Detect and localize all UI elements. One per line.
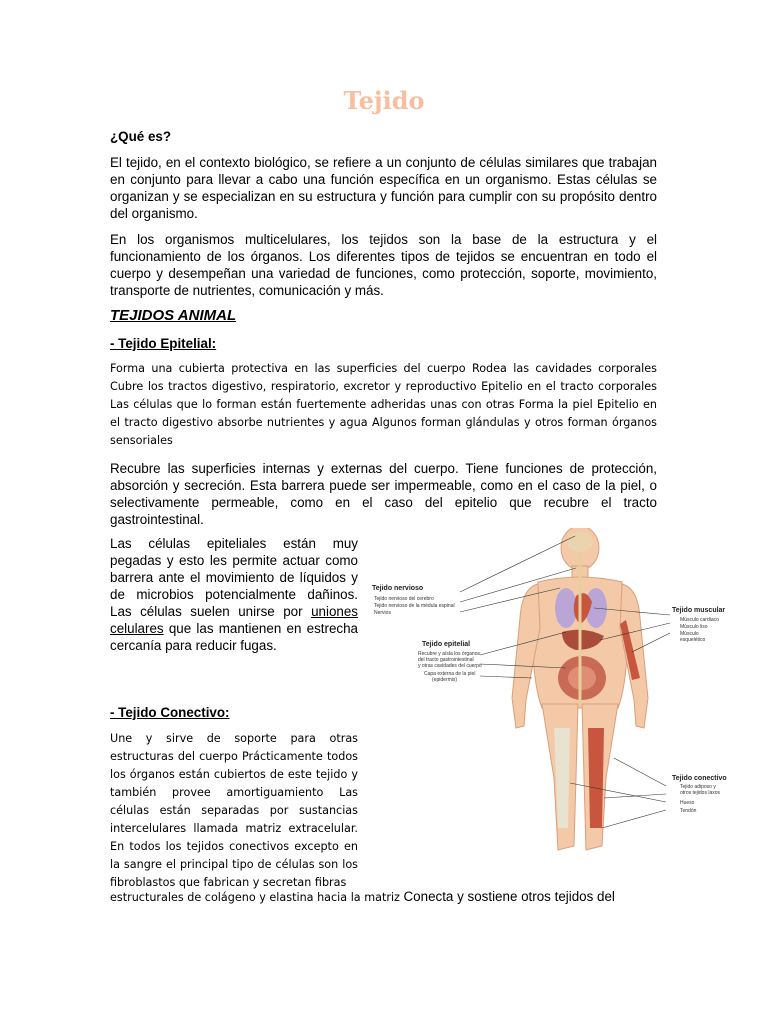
label-tejido-conectivo: Tejido conectivo (672, 775, 727, 782)
que-es-heading: ¿Qué es? (110, 129, 172, 144)
right-lung (555, 588, 577, 628)
document-title: Tejido (343, 86, 425, 115)
que-es-paragraph-1: El tejido, en el contexto biológico, se refiere a un conjunto de células similares que trabajan en conjunto para llevar a cabo una función específica en un organismo. Estas células se organizan y se especializan en su estructura y función para cumplir con su propósito dentro del organismo. (110, 155, 657, 221)
label-nervioso-item: Nervios (374, 610, 391, 616)
organs (554, 532, 640, 828)
label-tejido-muscular: Tejido muscular (672, 607, 726, 614)
label-muscular-item: Músculo cardiaco (680, 617, 719, 623)
uniones-celulares-link[interactable]: uniones celulares (110, 604, 358, 636)
label-tejido-epitelial: Tejido epitelial (422, 641, 471, 648)
label-nervioso-item: Tejido nervioso del cerebro (374, 596, 434, 602)
que-es-paragraph-2: En los organismos multicelulares, los tejidos son la base de la estructura y el funcionamiento de los órganos. Los diferentes tipos de tejidos se encuentran en todo el cuerpo y desempeñan una variedad de funciones, como protección, soporte, movimiento, transporte de nutrientes, comunicación y más. (110, 232, 657, 298)
conectivo-last-line-arial: Conecta y sostiene otros tejidos del (403, 889, 615, 904)
label-nervioso-item: Tejido nervioso de la médula espinal (374, 603, 455, 609)
label-muscular-item: esquelético (680, 637, 706, 643)
label-epitelial-item: y otras cavidades del cuerpo (418, 663, 482, 669)
body-illustration (370, 528, 742, 858)
label-epitelial-item: del tracto gastrointestinal (418, 657, 474, 663)
conectivo-last-line-calibri: estructurales de colágeno y elastina hacia la matriz (110, 891, 404, 904)
label-epitelial-item: (epidermis) (432, 677, 458, 683)
intestines-inner (568, 666, 596, 690)
label-conectivo-item: Tejido adiposo y (680, 784, 716, 790)
epitelial-cells-text-end: que las mantienen en estrecha cercanía para reducir fugas. (110, 621, 358, 653)
epitelial-cells-text: Las células epiteliales están muy pegadas y esto les permite actuar como barrera ante el movimiento de líquidos y de microbios potencialmente dañinos. Las células suelen unirse por (110, 536, 358, 619)
tejido-conectivo-heading: - Tejido Conectivo: (110, 705, 230, 720)
label-conectivo-item: Hueso (680, 800, 695, 806)
epitelial-paragraph: Recubre las superficies internas y externas del cuerpo. Tiene funciones de protección, absorción y secreción. Esta barrera puede ser impermeable, como en el caso de la piel, o selectivamente permeable, como en el caso del epitelio que recubre el tracto gastrointestinal. (110, 461, 657, 527)
conectivo-last-line (110, 888, 657, 907)
tejidos-animal-heading: TEJIDOS ANIMAL (110, 307, 237, 324)
label-epitelial-item: Capa externa de la piel (424, 671, 476, 677)
human-body-tissues-figure (370, 528, 742, 858)
label-conectivo-item: Tendón (680, 808, 697, 814)
conectivo-paragraph: Une y sirve de soporte para otras estructuras del cuerpo Prácticamente todos los órganos están cubiertos de este tejido y también provee amortiguamiento Las células están separadas por sustancias intercelulares llamada matriz extracelular. En todos los tejidos conectivos excepto en la sangre el principal tipo de células son los fibroblastos que fabrican y secretan fibras (110, 732, 358, 889)
epitelial-cells-paragraph (110, 535, 358, 654)
tejido-epitelial-heading: - Tejido Epitelial: (110, 336, 217, 351)
epitelial-bullets-paragraph: Forma una cubierta protectiva en las superficies del cuerpo Rodea las cavidades corporales Cubre los tractos digestivo, respiratorio, excretor y reproductivo Epitelio en el tracto corporales Las células que lo forman están fuertemente adheridas unas con otras Forma la piel Epitelio en el tracto digestivo absorbe nutrientes y agua Algunos forman glándulas y otros forman órganos sensoriales (110, 362, 657, 447)
brain (567, 532, 593, 552)
label-muscular-item: Músculo (680, 631, 699, 637)
label-muscular-item: Músculo liso (680, 624, 708, 630)
leg-muscle (588, 728, 604, 828)
label-tejido-nervioso: Tejido nervioso (372, 585, 424, 592)
label-conectivo-item: otros tejidos laxos (680, 790, 721, 796)
label-epitelial-item: Recubre y aísla los órganos (418, 651, 480, 657)
